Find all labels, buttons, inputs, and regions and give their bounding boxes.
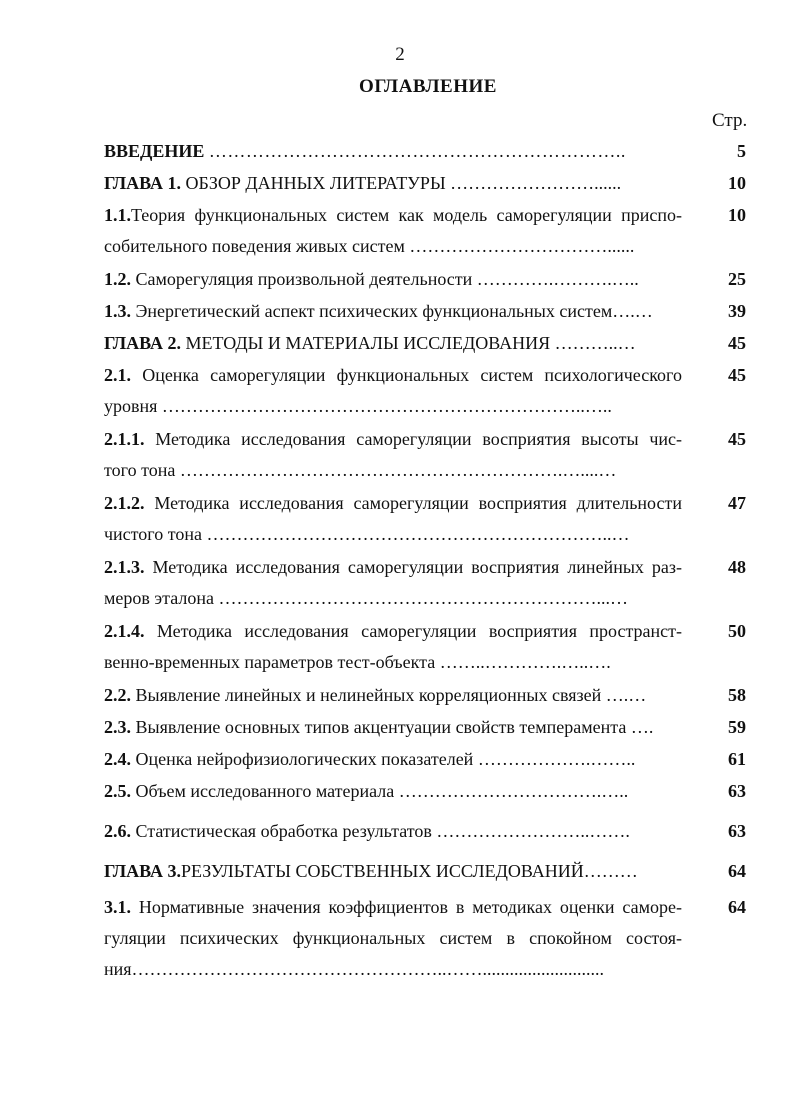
toc-entry-text: Объем исследованного материала …………………………….…..	[131, 781, 629, 801]
toc-entry-page: 48	[728, 557, 746, 577]
toc-entry-page: 64	[728, 897, 746, 917]
toc-entry-number: 2.3.	[104, 717, 131, 737]
toc-entry-text-cont: ния……………………………………………..……...........................	[104, 959, 605, 979]
toc-entry	[104, 552, 682, 614]
toc-entry	[104, 168, 682, 199]
toc-entry-number: 2.1.	[104, 365, 131, 385]
toc-entry-text-cont: меров эталона ………………………………………………………...…	[104, 588, 628, 608]
toc-entry-number: 2.1.3.	[104, 557, 145, 577]
toc-entry-number: 1.2.	[104, 269, 131, 289]
toc-entry-number: 3.1.	[104, 897, 131, 917]
toc-entry-number: 1.3.	[104, 301, 131, 321]
toc-entry-text-cont: собительного поведения живых систем ……………………………......	[104, 236, 635, 256]
toc-entry-number: ВВЕДЕНИЕ	[104, 141, 205, 161]
toc-entry-number: 2.1.1.	[104, 429, 145, 449]
toc-entry	[104, 264, 682, 295]
toc-entry-page: 59	[728, 717, 746, 737]
toc-entry-text: МЕТОДЫ И МАТЕРИАЛЫ ИССЛЕДОВАНИЯ ………..…	[181, 333, 636, 353]
toc-entry	[104, 360, 682, 422]
toc-entry-text: Оценка саморегуляции функциональных систем психологического	[131, 365, 682, 385]
toc-entry	[104, 424, 682, 486]
toc-entry	[104, 616, 682, 678]
toc-entry-text: Методика исследования саморегуляции восприятия линейных раз-	[144, 557, 682, 577]
toc-entry-number: ГЛАВА 1.	[104, 173, 182, 193]
toc-entry	[104, 200, 682, 262]
toc-entry-text: Методика исследования саморегуляции восприятия длительности	[144, 493, 682, 513]
toc-entry-page: 61	[728, 749, 746, 769]
toc-entry-text-cont: уровня ……………………………………………………………..…..	[104, 396, 612, 416]
toc-entry-number: ГЛАВА 2.	[104, 333, 182, 353]
toc-entry-page: 45	[728, 333, 746, 353]
toc-entry-text: РЕЗУЛЬТАТЫ СОБСТВЕННЫХ ИССЛЕДОВАНИЙ………	[181, 861, 638, 881]
toc-entry	[104, 712, 682, 743]
toc-entry-number: 2.1.4.	[104, 621, 145, 641]
toc-entry-text-cont: венно-временных параметров тест-объекта ……..………….…..….	[104, 652, 611, 672]
toc-entry	[104, 816, 682, 847]
toc-entry-page: 64	[728, 861, 746, 881]
page-number: 2	[395, 44, 405, 65]
toc-entry-page: 45	[728, 429, 746, 449]
toc-entry-page: 50	[728, 621, 746, 641]
toc-entry-text: Выявление основных типов акцентуации свойств темперамента ….	[131, 717, 654, 737]
toc-entry-text: Нормативные значения коэффициентов в методиках оценки саморе-	[131, 897, 682, 917]
toc-entry-page: 47	[728, 493, 746, 513]
toc-entry	[104, 296, 682, 327]
toc-entry-text: Теория функциональных систем как модель саморегуляции приспо-	[131, 205, 682, 225]
toc-entry-number: 1.1.	[104, 205, 131, 225]
toc-entry-text: Энергетический аспект психических функциональных систем….…	[131, 301, 653, 321]
toc-entry-text: Методика исследования саморегуляции восприятия пространст-	[144, 621, 682, 641]
toc-entry	[104, 680, 682, 711]
toc-entry-number: ГЛАВА 3.	[104, 861, 182, 881]
toc-entry	[104, 488, 682, 550]
page-column-header: Стр.	[712, 110, 748, 131]
toc-entry-text: ОБЗОР ДАННЫХ ЛИТЕРАТУРЫ ……………………......	[181, 173, 622, 193]
toc-entry	[104, 136, 682, 167]
toc-entry-page: 10	[728, 205, 746, 225]
toc-entry-page: 63	[728, 821, 746, 841]
toc-entry-page: 63	[728, 781, 746, 801]
toc-entry-page: 58	[728, 685, 746, 705]
toc-entry-page: 10	[728, 173, 746, 193]
page-title: ОГЛАВЛЕНИЕ	[359, 76, 497, 97]
toc-entry-page: 5	[737, 141, 746, 161]
toc-entry	[104, 744, 682, 775]
toc-entry-number: 2.6.	[104, 821, 131, 841]
toc-entry-text: Саморегуляция произвольной деятельности ………….……….…..	[131, 269, 639, 289]
toc-entry-text: Статистическая обработка результатов ……………………..…….	[131, 821, 630, 841]
toc-entry	[104, 776, 682, 807]
toc-entry	[104, 856, 682, 887]
toc-entry-number: 2.2.	[104, 685, 131, 705]
toc-entry-text: …………………………………………………………..	[208, 141, 626, 161]
toc-entry-page: 39	[728, 301, 746, 321]
toc-entry	[104, 328, 682, 359]
toc-entry-number: 2.4.	[104, 749, 131, 769]
toc-entry	[104, 892, 682, 985]
toc-entry-page: 25	[728, 269, 746, 289]
toc-entry-text: Оценка нейрофизиологических показателей ……………….……..	[131, 749, 636, 769]
toc-entry-text-cont: гуляции психических функциональных систем в спокойном состоя-	[104, 928, 682, 948]
toc-entry-page: 45	[728, 365, 746, 385]
toc-entry-text: Методика исследования саморегуляции восприятия высоты чис-	[144, 429, 682, 449]
toc-entry-text-cont: того тона ……………………………………………………….…....…	[104, 460, 617, 480]
toc-entry-number: 2.1.2.	[104, 493, 145, 513]
toc-entry-number: 2.5.	[104, 781, 131, 801]
toc-entry-text-cont: чистого тона …………………………………………………………..…	[104, 524, 630, 544]
toc-entry-text: Выявление линейных и нелинейных корреляционных связей ….…	[131, 685, 647, 705]
